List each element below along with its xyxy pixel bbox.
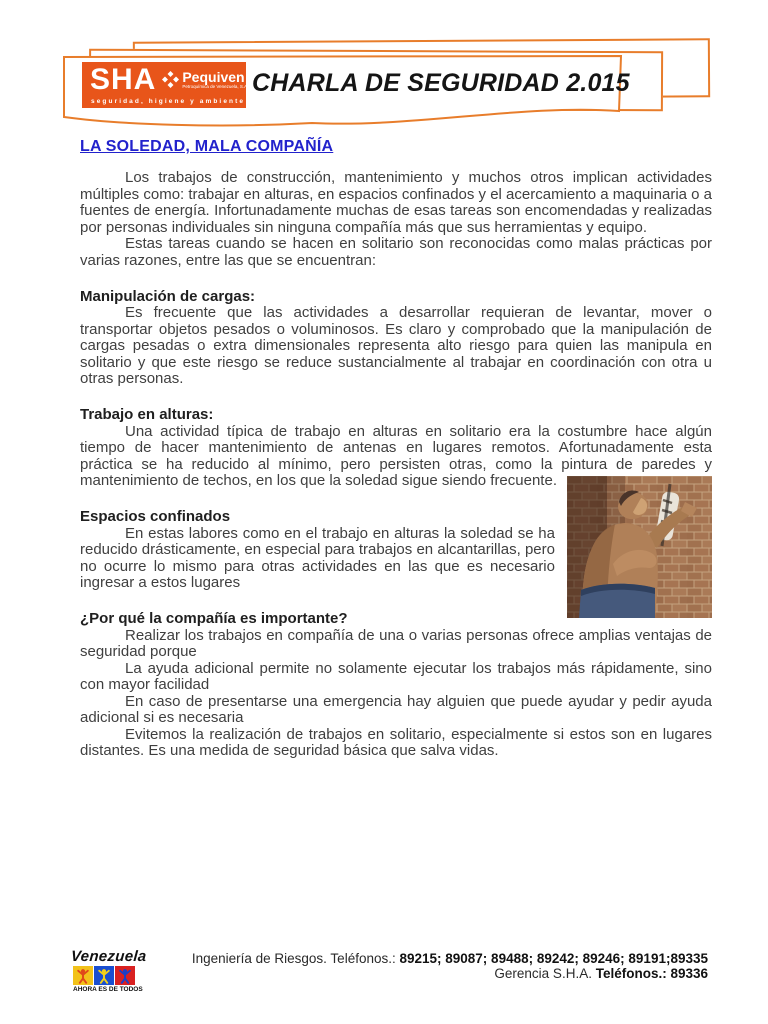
- paragraph: Realizar los trabajos en compañía de una o varias personas ofrece amplias ventajas de seguridad porque: [80, 626, 712, 660]
- footer-line2: [192, 966, 708, 981]
- venezuela-tagline: AHORA ES DE TODOS: [73, 986, 143, 993]
- footer-line1: [192, 951, 708, 966]
- footer-phone-numbers: 89215; 89087; 89488; 89242; 89246; 89191;89335: [399, 951, 708, 966]
- venezuela-logo: [71, 948, 151, 993]
- paragraph: Estas tareas cuando se hacen en solitario son reconocidas como malas prácticas por varias razones, entre las que se encuentran:: [80, 235, 712, 269]
- sha-tagline: seguridad, higiene y ambiente: [91, 98, 246, 105]
- paragraph: Los trabajos de construcción, mantenimiento y muchos otros implican actividades múltiples como: trabajar en alturas, en espacios confinados y el acercamiento a maquinaria o a fuentes de energía. Infortunadamente muchas de esas tareas son encomendadas y realizadas por personas individuales sin ninguna compañía más que sus herramientas y equipo.: [80, 169, 713, 236]
- venezuela-word: Venezuela: [70, 948, 148, 965]
- person-icon: [115, 966, 135, 985]
- document-title: CHARLA DE SEGURIDAD 2.015: [252, 69, 630, 97]
- pequiven-brand-block: [162, 62, 248, 90]
- person-icon: [73, 966, 93, 985]
- footer-contact: [192, 951, 708, 981]
- footer-line2-label: Gerencia S.H.A.: [494, 966, 596, 981]
- paragraph: En estas labores como en el trabajo en alturas la soledad se ha reducido drásticamente, en especial para trabajos en alcantarillas, pero no ocurre lo mismo para otras actividades en las que es necesario ingresar a estos lugares: [80, 524, 555, 591]
- section-heading: Trabajo en alturas:: [80, 406, 214, 423]
- sha-logo-text: SHA: [90, 63, 157, 96]
- section-heading: Manipulación de cargas:: [80, 287, 256, 305]
- article-heading: LA SOLEDAD, MALA COMPAÑÍA: [80, 138, 334, 155]
- pequiven-brand-sub: Petroquímica de Venezuela, S.A.: [182, 84, 249, 89]
- paragraph: Evitemos la realización de trabajos en solitario, especialmente si estos son en lugares distantes. Es una medida de seguridad básica que salva vidas.: [80, 725, 712, 759]
- paragraph: En caso de presentarse una emergencia hay alguien que puede ayudar y pedir ayuda adicional si es necesaria: [80, 692, 712, 726]
- pequiven-brand: Pequiven: [182, 69, 245, 85]
- footer-line1-label: Ingeniería de Riesgos. Teléfonos.:: [191, 951, 400, 966]
- section-heading: ¿Por qué la compañía es importante?: [80, 610, 348, 627]
- sha-pequiven-logo: [82, 62, 249, 108]
- brick-wall-photo-illustration: [567, 476, 712, 618]
- venezuela-figures: [73, 966, 151, 985]
- pequiven-diamond-icon: [162, 71, 179, 88]
- footer-phone-bold: Teléfonos.: 89336: [595, 966, 708, 981]
- worker-photo: [567, 476, 712, 618]
- paragraph: Una actividad típica de trabajo en alturas en solitario era la costumbre hace algún tiempo de hacer mantenimiento de antenas en lugares remotos. Afortunadamente esta práctica se ha reducido al mínimo, pero persisten otras, como la pintura de paredes y mantenimiento de techos, en los que la soledad sigue siendo frecuente.: [80, 422, 712, 489]
- article-body: [80, 170, 712, 760]
- section-heading: Espacios confinados: [80, 508, 231, 525]
- paragraph: Es frecuente que las actividades a desarrollar requieran de levantar, mover o transportar objetos pesados o voluminosos. Es claro y comprobado que la manipulación de cargas pesadas o extra dimensionales representa alto riesgo para quien las manipula en solitario y que este riesgo se reduce sustancialmente al trabajar en coordinación con otra u otras personas.: [80, 304, 712, 387]
- paragraph: La ayuda adicional permite no solamente ejecutar los trabajos más rápidamente, sino con mayor facilidad: [80, 659, 712, 693]
- person-icon: [94, 966, 114, 985]
